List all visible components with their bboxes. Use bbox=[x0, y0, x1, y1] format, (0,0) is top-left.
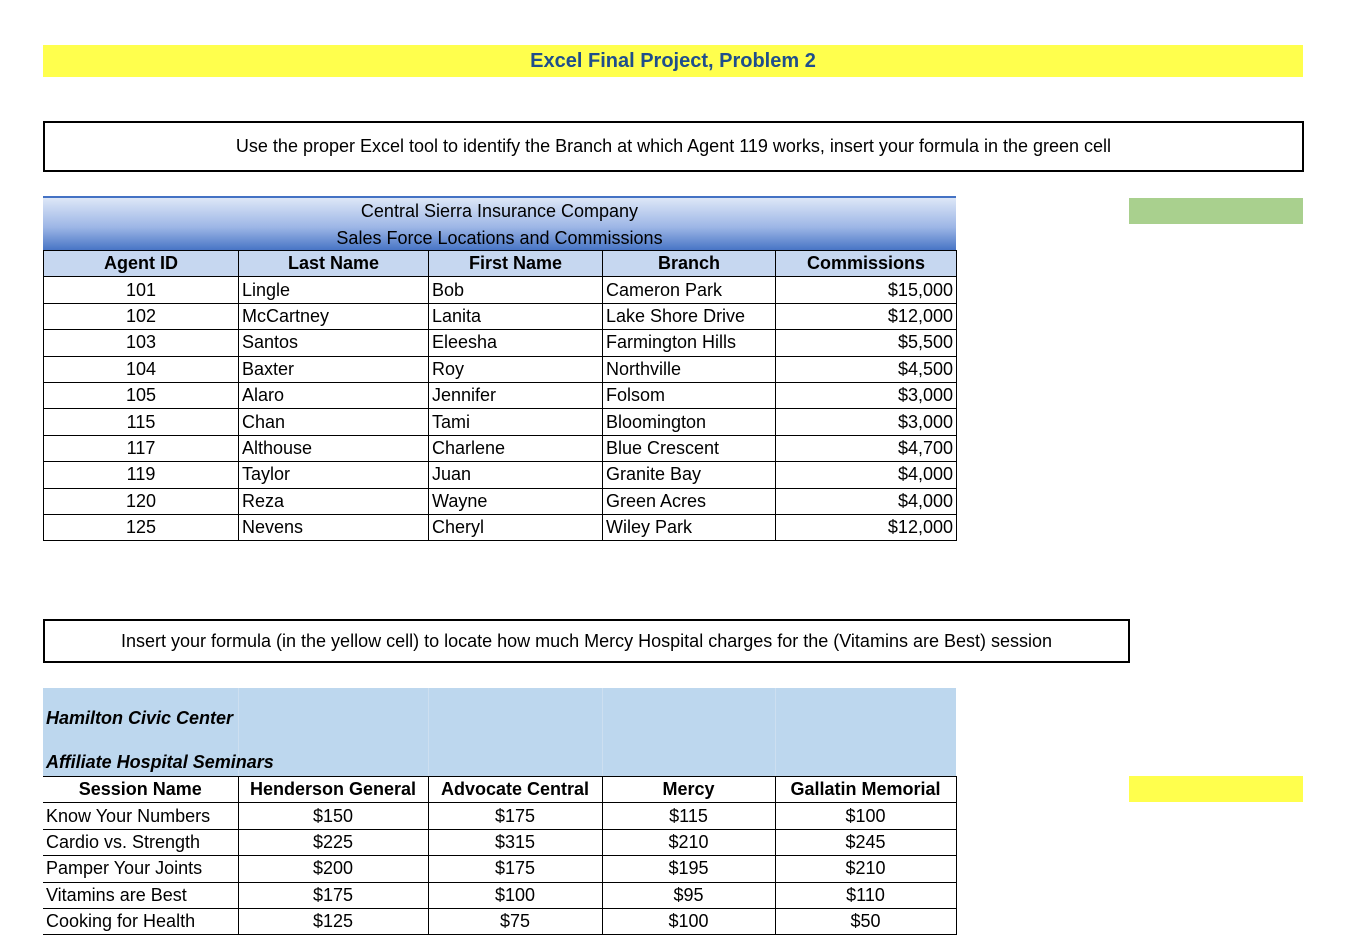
session-name-cell[interactable]: Cooking for Health bbox=[43, 908, 238, 934]
commission-cell[interactable]: $4,000 bbox=[776, 462, 957, 488]
table-row bbox=[44, 435, 957, 461]
header-henderson-general: Henderson General bbox=[238, 777, 428, 803]
price-cell[interactable]: $100 bbox=[775, 803, 956, 829]
last-name-cell[interactable]: Reza bbox=[239, 488, 429, 514]
table-row bbox=[44, 462, 957, 488]
table1-title-line2: Sales Force Locations and Commissions bbox=[336, 228, 663, 248]
table1-header-row bbox=[44, 251, 957, 277]
agent-id-cell[interactable]: 117 bbox=[44, 435, 239, 461]
table-row bbox=[43, 908, 956, 934]
first-name-cell[interactable]: Eleesha bbox=[429, 330, 603, 356]
branch-cell[interactable]: Folsom bbox=[603, 382, 776, 408]
title-bar bbox=[43, 45, 1303, 77]
branch-cell[interactable]: Bloomington bbox=[603, 409, 776, 435]
agent-id-cell[interactable]: 115 bbox=[44, 409, 239, 435]
session-name-cell[interactable]: Vitamins are Best bbox=[43, 882, 238, 908]
commission-cell[interactable]: $12,000 bbox=[776, 514, 957, 540]
table-row bbox=[43, 803, 956, 829]
table-row bbox=[43, 829, 956, 855]
last-name-cell[interactable]: McCartney bbox=[239, 303, 429, 329]
table-row bbox=[44, 330, 957, 356]
price-cell[interactable]: $100 bbox=[428, 882, 602, 908]
table2-title-line1: Hamilton Civic Center bbox=[46, 708, 234, 728]
header-mercy: Mercy bbox=[602, 777, 775, 803]
branch-cell[interactable]: Blue Crescent bbox=[603, 435, 776, 461]
header-last-name: Last Name bbox=[239, 251, 429, 277]
instruction-text-1: Use the proper Excel tool to identify the Branch at which Agent 119 works, insert your formula in the green cell bbox=[235, 136, 1112, 156]
table-row bbox=[44, 514, 957, 540]
commission-cell[interactable]: $4,700 bbox=[776, 435, 957, 461]
price-cell[interactable]: $50 bbox=[775, 908, 956, 934]
commission-cell[interactable]: $4,000 bbox=[776, 488, 957, 514]
table-row bbox=[44, 277, 957, 303]
table2-title-block bbox=[43, 688, 956, 776]
first-name-cell[interactable]: Lanita bbox=[429, 303, 603, 329]
last-name-cell[interactable]: Alaro bbox=[239, 382, 429, 408]
first-name-cell[interactable]: Bob bbox=[429, 277, 603, 303]
price-cell[interactable]: $175 bbox=[428, 856, 602, 882]
table2-header-row bbox=[43, 777, 956, 803]
last-name-cell[interactable]: Baxter bbox=[239, 356, 429, 382]
agent-id-cell[interactable]: 120 bbox=[44, 488, 239, 514]
table-row bbox=[43, 856, 956, 882]
session-name-cell[interactable]: Know Your Numbers bbox=[43, 803, 238, 829]
price-cell[interactable]: $245 bbox=[775, 829, 956, 855]
table1-title-line1: Central Sierra Insurance Company bbox=[360, 201, 639, 221]
agent-id-cell[interactable]: 105 bbox=[44, 382, 239, 408]
session-name-cell[interactable]: Pamper Your Joints bbox=[43, 856, 238, 882]
seminars-table bbox=[43, 776, 957, 935]
session-name-cell[interactable]: Cardio vs. Strength bbox=[43, 829, 238, 855]
price-cell[interactable]: $195 bbox=[602, 856, 775, 882]
header-gallatin-memorial: Gallatin Memorial bbox=[775, 777, 956, 803]
header-gridline bbox=[775, 688, 776, 776]
agent-id-cell[interactable]: 119 bbox=[44, 462, 239, 488]
first-name-cell[interactable]: Cheryl bbox=[429, 514, 603, 540]
header-commissions: Commissions bbox=[776, 251, 957, 277]
table-row bbox=[44, 303, 957, 329]
commission-cell[interactable]: $4,500 bbox=[776, 356, 957, 382]
branch-cell[interactable]: Lake Shore Drive bbox=[603, 303, 776, 329]
commission-cell[interactable]: $3,000 bbox=[776, 409, 957, 435]
price-cell[interactable]: $125 bbox=[238, 908, 428, 934]
price-cell[interactable]: $95 bbox=[602, 882, 775, 908]
table-row bbox=[44, 409, 957, 435]
price-cell[interactable]: $225 bbox=[238, 829, 428, 855]
commission-cell[interactable]: $3,000 bbox=[776, 382, 957, 408]
header-first-name: First Name bbox=[429, 251, 603, 277]
last-name-cell[interactable]: Chan bbox=[239, 409, 429, 435]
price-cell[interactable]: $150 bbox=[238, 803, 428, 829]
agent-id-cell[interactable]: 103 bbox=[44, 330, 239, 356]
branch-cell[interactable]: Farmington Hills bbox=[603, 330, 776, 356]
agent-id-cell[interactable]: 102 bbox=[44, 303, 239, 329]
commission-cell[interactable]: $5,500 bbox=[776, 330, 957, 356]
last-name-cell[interactable]: Lingle bbox=[239, 277, 429, 303]
instruction-text-2: Insert your formula (in the yellow cell) to locate how much Mercy Hospital charges for the (Vitamins are Best) session bbox=[120, 630, 1053, 651]
header-branch: Branch bbox=[603, 251, 776, 277]
first-name-cell[interactable]: Charlene bbox=[429, 435, 603, 461]
price-cell[interactable]: $100 bbox=[602, 908, 775, 934]
first-name-cell[interactable]: Roy bbox=[429, 356, 603, 382]
branch-cell[interactable]: Granite Bay bbox=[603, 462, 776, 488]
instruction-box-1 bbox=[43, 121, 1304, 172]
table-row bbox=[44, 488, 957, 514]
branch-cell[interactable]: Northville bbox=[603, 356, 776, 382]
last-name-cell[interactable]: Althouse bbox=[239, 435, 429, 461]
first-name-cell[interactable]: Wayne bbox=[429, 488, 603, 514]
header-session-name: Session Name bbox=[43, 777, 238, 803]
agents-table bbox=[43, 250, 957, 541]
agent-id-cell[interactable]: 104 bbox=[44, 356, 239, 382]
table2-title-line2: Affiliate Hospital Seminars bbox=[46, 752, 274, 772]
price-cell[interactable]: $210 bbox=[775, 856, 956, 882]
price-cell[interactable]: $315 bbox=[428, 829, 602, 855]
price-cell[interactable]: $175 bbox=[428, 803, 602, 829]
last-name-cell[interactable]: Santos bbox=[239, 330, 429, 356]
first-name-cell[interactable]: Jennifer bbox=[429, 382, 603, 408]
first-name-cell[interactable]: Juan bbox=[429, 462, 603, 488]
yellow-answer-cell[interactable] bbox=[1129, 776, 1303, 802]
last-name-cell[interactable]: Nevens bbox=[239, 514, 429, 540]
price-cell[interactable]: $110 bbox=[775, 882, 956, 908]
table-row bbox=[44, 382, 957, 408]
agent-id-cell[interactable]: 101 bbox=[44, 277, 239, 303]
branch-cell[interactable]: Green Acres bbox=[603, 488, 776, 514]
price-cell[interactable]: $115 bbox=[602, 803, 775, 829]
instruction-box-2 bbox=[43, 619, 1130, 663]
price-cell[interactable]: $75 bbox=[428, 908, 602, 934]
header-advocate-central: Advocate Central bbox=[428, 777, 602, 803]
table1-title-block bbox=[43, 196, 956, 251]
branch-cell[interactable]: Cameron Park bbox=[603, 277, 776, 303]
commission-cell[interactable]: $12,000 bbox=[776, 303, 957, 329]
header-gridline bbox=[428, 688, 429, 776]
price-cell[interactable]: $200 bbox=[238, 856, 428, 882]
page-title: Excel Final Project, Problem 2 bbox=[530, 50, 816, 72]
table-row bbox=[44, 356, 957, 382]
last-name-cell[interactable]: Taylor bbox=[239, 462, 429, 488]
price-cell[interactable]: $210 bbox=[602, 829, 775, 855]
price-cell[interactable]: $175 bbox=[238, 882, 428, 908]
first-name-cell[interactable]: Tami bbox=[429, 409, 603, 435]
commission-cell[interactable]: $15,000 bbox=[776, 277, 957, 303]
branch-cell[interactable]: Wiley Park bbox=[603, 514, 776, 540]
green-answer-cell[interactable] bbox=[1129, 198, 1303, 224]
table-row bbox=[43, 882, 956, 908]
agent-id-cell[interactable]: 125 bbox=[44, 514, 239, 540]
header-gridline bbox=[602, 688, 603, 776]
header-agent-id: Agent ID bbox=[44, 251, 239, 277]
